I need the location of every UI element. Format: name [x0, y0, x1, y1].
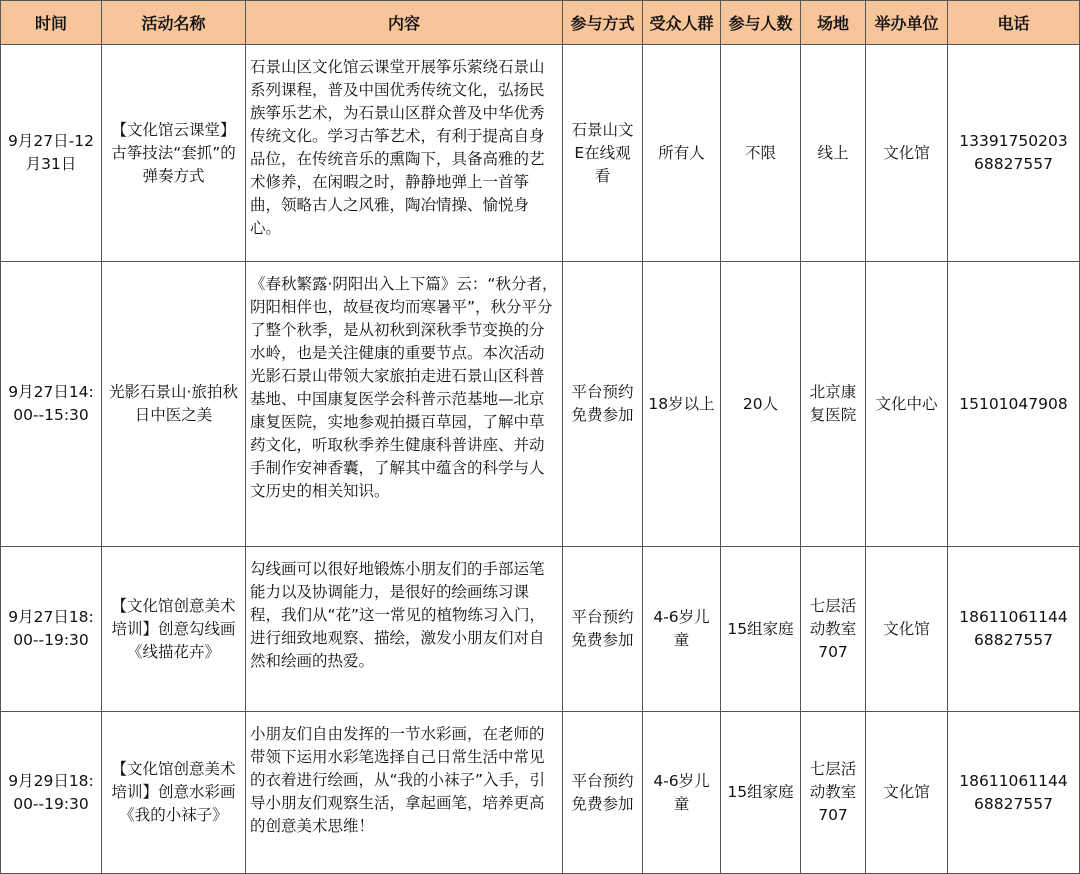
cell-audience: 4-6岁儿童 [643, 547, 721, 712]
cell-phone [948, 547, 1080, 712]
cell-audience: 所有人 [643, 45, 721, 262]
cell-method: 平台预约免费参加 [563, 262, 643, 547]
header-content: 内容 [246, 1, 563, 45]
cell-count: 15组家庭 [721, 547, 801, 712]
table-row [1, 262, 1080, 547]
cell-activity-name: 【文化馆创意美术培训】创意勾线画《线描花卉》 [102, 547, 246, 712]
header-activity-name: 活动名称 [102, 1, 246, 45]
cell-phone [948, 262, 1080, 547]
cell-method: 石景山文E在线观看 [563, 45, 643, 262]
phone-number: 68827557 [974, 155, 1053, 173]
cell-organizer: 文化馆 [866, 45, 948, 262]
cell-audience: 18岁以上 [643, 262, 721, 547]
table-row [1, 712, 1080, 874]
header-organizer: 举办单位 [866, 1, 948, 45]
cell-organizer: 文化中心 [866, 262, 948, 547]
cell-organizer: 文化馆 [866, 547, 948, 712]
cell-activity-name: 【文化馆创意美术培训】创意水彩画《我的小袜子》 [102, 712, 246, 874]
cell-venue: 北京康复医院 [801, 262, 866, 547]
phone-number: 68827557 [974, 794, 1053, 813]
cell-phone [948, 712, 1080, 874]
cell-content: 勾线画可以很好地锻炼小朋友们的手部运笔能力以及协调能力，是很好的绘画练习课程，我们从“花”这一常见的植物练习入门，进行细致地观察、描绘，激发小朋友们对自然和绘画的热爱。 [246, 547, 563, 712]
cell-organizer: 文化馆 [866, 712, 948, 874]
header-time: 时间 [1, 1, 102, 45]
cell-count: 20人 [721, 262, 801, 547]
cell-content: 《春秋繁露·阴阳出入上下篇》云：“秋分者，阴阳相伴也，故昼夜均而寒暑平”，秋分平分了整个秋季，是从初秋到深秋季节变换的分水岭，也是关注健康的重要节点。本次活动光影石景山带领大家旅拍走进石景山区科普基地、中国康复医学会科普示范基地—北京康复医院，实地参观拍摄百草园，了解中草药文化，听取秋季养生健康科普讲座、并动手制作安神香囊，了解其中蕴含的科学与人文历史的相关知识。 [246, 262, 563, 547]
cell-venue: 线上 [801, 45, 866, 262]
cell-venue: 七层活动教室707 [801, 547, 866, 712]
cell-content: 小朋友们自由发挥的一节水彩画，在老师的带领下运用水彩笔选择自己日常生活中常见的衣着进行绘画，从“我的小袜子”入手，引导小朋友们观察生活，拿起画笔，培养更高的创意美术思维！ [246, 712, 563, 874]
cell-activity-name: 【文化馆云课堂】古筝技法“套抓”的弹奏方式 [102, 45, 246, 262]
header-phone: 电话 [948, 1, 1080, 45]
cell-time: 9月27日-12月31日 [1, 45, 102, 262]
cell-content: 石景山区文化馆云课堂开展筝乐萦绕石景山系列课程，普及中国优秀传统文化，弘扬民族筝乐艺术，为石景山区群众普及中华优秀传统文化。学习古筝艺术，有利于提高自身品位，在传统音乐的熏陶下，具备高雅的艺术修养，在闲暇之时，静静地弹上一首筝曲，领略古人之风雅，陶冶情操、愉悦身心。 [246, 45, 563, 262]
header-venue: 场地 [801, 1, 866, 45]
phone-number: 18611061144 [959, 771, 1068, 790]
phone-number: 13391750203 [959, 132, 1068, 150]
phone-number: 68827557 [974, 631, 1053, 649]
cell-phone [948, 45, 1080, 262]
cell-audience: 4-6岁儿童 [643, 712, 721, 874]
phone-number: 18611061144 [959, 608, 1068, 626]
cell-time: 9月27日18:00--19:30 [1, 547, 102, 712]
cell-method: 平台预约免费参加 [563, 712, 643, 874]
cell-count: 15组家庭 [721, 712, 801, 874]
header-audience: 受众人群 [643, 1, 721, 45]
cell-activity-name: 光影石景山·旅拍秋日中医之美 [102, 262, 246, 547]
cell-time: 9月29日18:00--19:30 [1, 712, 102, 874]
cell-method: 平台预约免费参加 [563, 547, 643, 712]
table-row [1, 547, 1080, 712]
cell-count: 不限 [721, 45, 801, 262]
cell-venue: 七层活动教室707 [801, 712, 866, 874]
table-row [1, 45, 1080, 262]
cell-time: 9月27日14:00--15:30 [1, 262, 102, 547]
phone-number: 15101047908 [959, 394, 1068, 413]
header-count: 参与人数 [721, 1, 801, 45]
header-method: 参与方式 [563, 1, 643, 45]
header-row [1, 1, 1080, 45]
